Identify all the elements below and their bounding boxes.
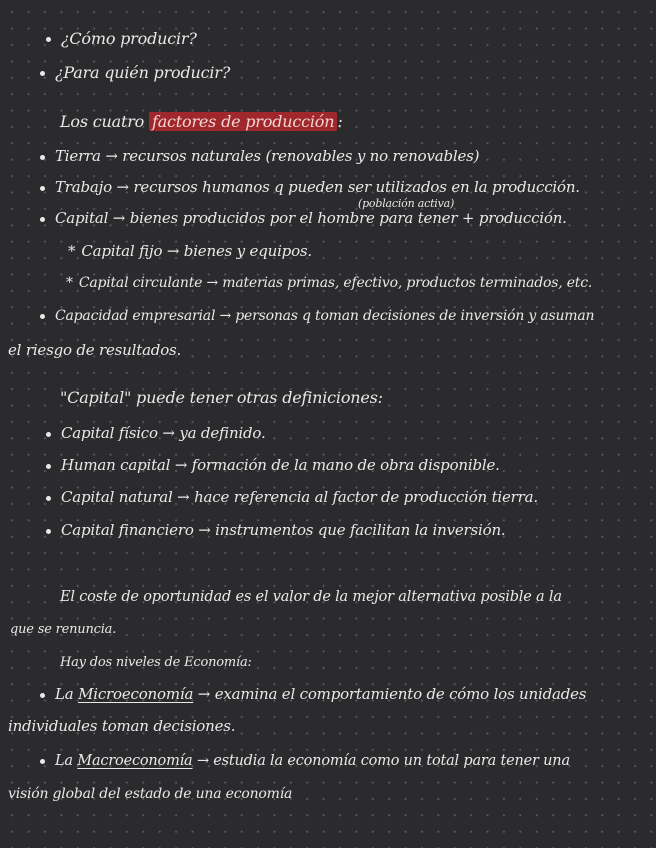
factor-capital-text: Capital → bienes producidos por el hombre para tener + producción. [55,209,567,227]
opportunity-cost: El coste de oportunidad es el valor de la mejor alternativa posible a la [60,589,562,605]
bullet-dot [40,217,45,222]
macroeconomics [40,751,570,771]
question-for-whom-text: ¿Para quién producir? [55,63,231,82]
bullet-dot [46,37,51,42]
factor-trabajo-text: Trabajo → recursos humanos q pueden ser utilizados en la producción. [55,178,580,196]
factors-highlight: factores de producción [149,112,337,131]
capital-natural-text: Capital natural → hace referencia al factor de producción tierra. [61,488,538,506]
capital-financiero-text: Capital financiero → instrumentos que facilitan la inversión. [61,521,506,539]
micro-article: La [55,685,74,703]
factor-tierra-text: Tierra → recursos naturales (renovables y no renovables) [55,147,480,165]
factor-trabajo [40,177,580,197]
capital-fisico [46,423,266,443]
factor-capacidad [40,306,594,326]
capital-definitions-heading: "Capital" puede tener otras definiciones: [60,388,383,407]
microeconomics [40,684,586,704]
capital-fijo [68,241,312,261]
micro-term: Microeconomía [78,685,194,703]
question-how [46,29,197,49]
capital-circulante [66,273,592,293]
question-how-text: ¿Cómo producir? [61,29,197,48]
bullet-dot [46,529,51,534]
factor-capacidad-cont: el riesgo de resultados. [8,341,182,359]
factor-tierra [40,146,479,166]
microeconomics-cont: individuales toman decisiones. [8,717,236,735]
capital-fijo-text: Capital fijo → bienes y equipos. [81,242,312,260]
bullet-dot [46,496,51,501]
bullet-dot [40,314,45,319]
human-capital [46,455,500,475]
star-bullet: * [66,275,73,291]
factor-capacidad-text: Capacidad empresarial → personas q toman decisiones de inversión y asuman [55,308,595,324]
bullet-dot [40,759,45,764]
capital-fisico-text: Capital físico → ya definido. [61,424,266,442]
question-for-whom [40,63,230,83]
macroeconomics-cont: visión global del estado de una economía [8,786,293,802]
bullet-dot [40,186,45,191]
capital-natural [46,487,538,507]
micro-definition: → examina el comportamiento de cómo los unidades [197,685,587,703]
star-bullet: * [68,242,76,260]
opportunity-cost-cont: que se renuncia. [10,622,117,637]
macro-term: Macroeconomía [77,753,193,769]
factors-intro-text: Los cuatro [60,112,145,131]
bullet-dot [46,432,51,437]
capital-financiero [46,520,506,540]
factor-capital [40,208,567,228]
bullet-dot [40,693,45,698]
factors-colon: : [337,112,343,131]
bullet-dot [40,155,45,160]
poblacion-activa-annotation: (población activa) [358,197,455,210]
macro-definition: → estudia la economía como un total para tener una [196,753,570,769]
bullet-dot [46,464,51,469]
human-capital-text: Human capital → formación de la mano de obra disponible. [61,456,500,474]
capital-circulante-text: Capital circulante → materias primas, efectivo, productos terminados, etc. [78,275,593,291]
macro-article: La [55,753,73,769]
bullet-dot [40,71,45,76]
economy-levels-heading: Hay dos niveles de Economía: [60,655,252,670]
factors-heading [60,112,343,132]
